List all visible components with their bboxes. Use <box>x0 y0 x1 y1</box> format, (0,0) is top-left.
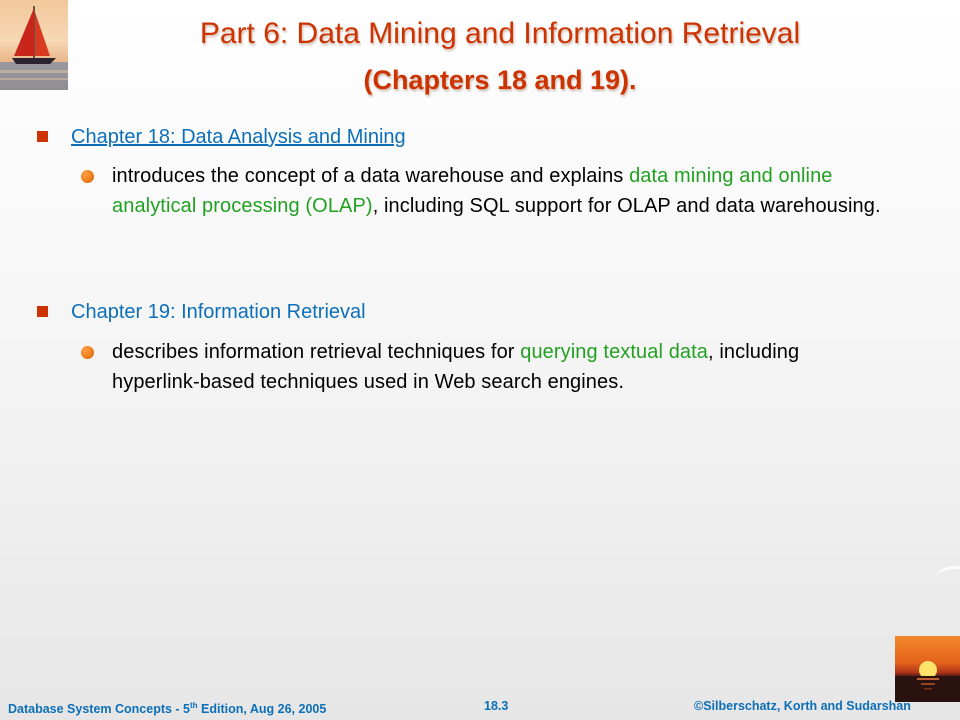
chapter-19-description <box>112 337 852 397</box>
sunset-logo <box>895 636 960 702</box>
highlight-text: querying textual data <box>520 341 709 363</box>
slide-subtitle: (Chapters 18 and 19). <box>363 65 637 95</box>
footer-book-sup: th <box>190 701 198 710</box>
description-text: introduces the concept of a data warehouse and explains <box>112 165 630 187</box>
sunset-logo-art <box>895 636 960 702</box>
chapter-18-description <box>112 161 912 221</box>
sailboat-logo-art <box>0 0 68 90</box>
description-text: , including hyperlink-based techniques used in Web search engines. <box>112 341 800 393</box>
footer-book-info <box>8 698 326 717</box>
footer-book-suffix: Edition, Aug 26, 2005 <box>197 702 327 717</box>
highlight-text: data mining and online analytical processing (OLAP) <box>112 165 833 217</box>
footer-copyright: ©Silberschatz, Korth and Sudarshan <box>694 699 911 713</box>
square-bullet-icon <box>37 306 48 317</box>
description-text: , including SQL support for OLAP and data warehousing. <box>372 195 881 217</box>
round-bullet-icon <box>81 346 94 359</box>
footer-book-prefix: Database System Concepts - 5 <box>8 702 191 717</box>
chapter-18-link[interactable]: Chapter 18: Data Analysis and Mining <box>71 126 406 148</box>
square-bullet-icon <box>37 131 48 142</box>
sailboat-logo <box>0 0 68 90</box>
round-bullet-icon <box>81 170 94 183</box>
decorative-swoosh <box>936 566 960 587</box>
description-text: describes information retrieval techniques for <box>112 341 521 363</box>
footer-page-number: 18.3 <box>484 699 509 713</box>
chapter-19-heading: Chapter 19: Information Retrieval <box>71 301 366 323</box>
slide-title: Part 6: Data Mining and Information Retrieval <box>199 17 801 50</box>
